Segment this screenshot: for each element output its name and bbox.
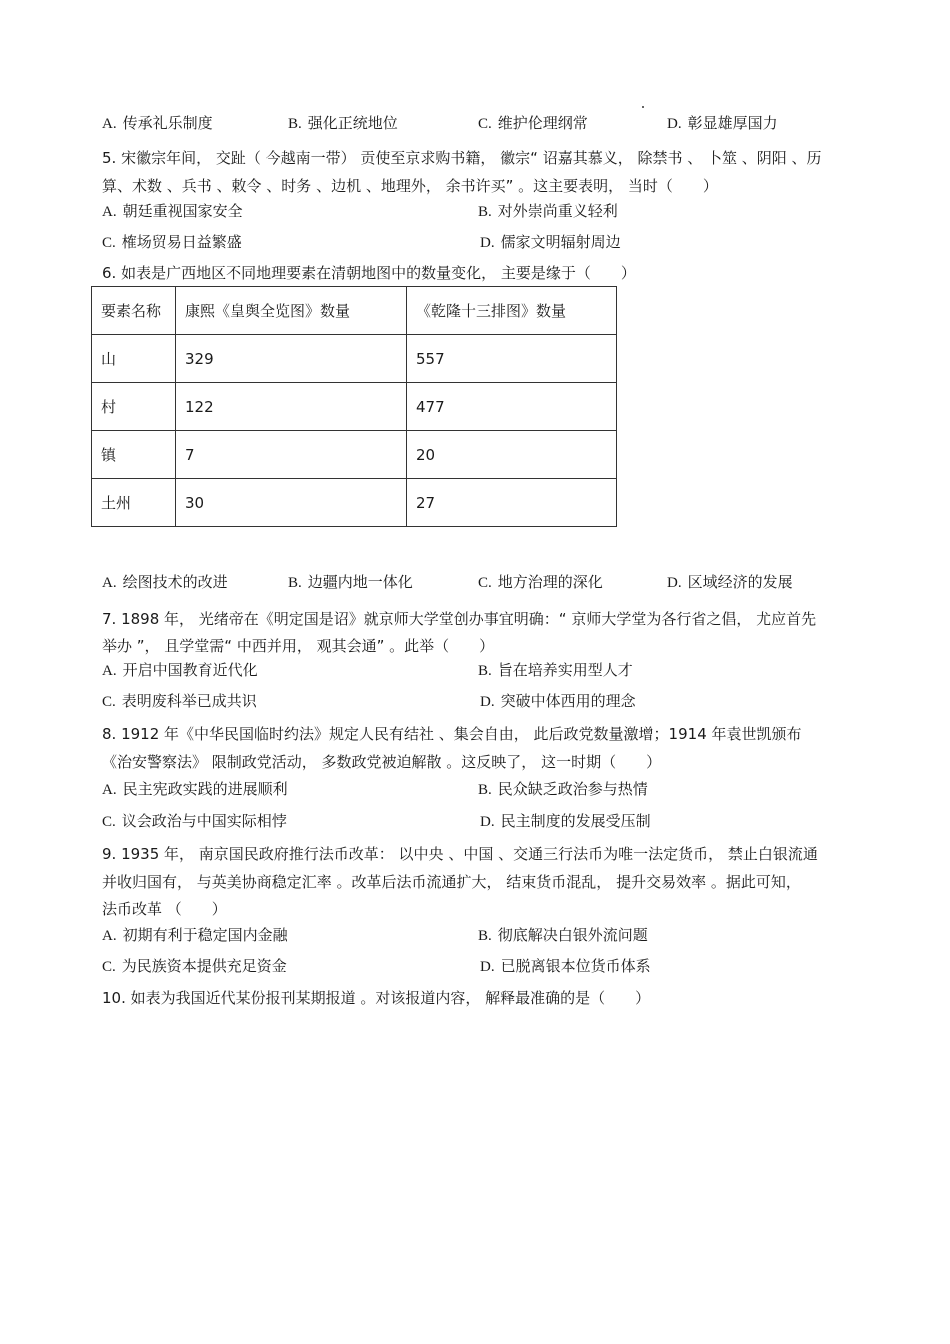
q8-option-a[interactable]: A. 民主宪政实践的进展顺利 <box>102 780 288 798</box>
q4-option-a[interactable]: A. 传承礼乐制度 <box>102 114 213 132</box>
table-cell: 土州 <box>92 479 176 527</box>
table-header-cell: 要素名称 <box>92 287 176 335</box>
q7-option-c[interactable]: C. 表明废科举已成共识 <box>102 692 257 710</box>
q9-stem-line2: 并收归国有， 与英美协商稳定汇率 。改革后法币流通扩大， 结束货币混乱， 提升交易效率 。据此可知， <box>102 873 801 891</box>
q6-stem: 6. 如表是广西地区不同地理要素在清朝地图中的数量变化， 主要是缘于（ ） <box>102 264 636 282</box>
table-header-row <box>92 287 617 335</box>
q7-stem-line2: 举办 ”， 且学堂需“ 中西并用， 观其会通” 。此举（ ） <box>102 637 495 655</box>
q7-stem-line1: 7. 1898 年， 光绪帝在《明定国是诏》就京师大学堂创办事宜明确：“ 京师大学堂为各行省之倡， 尤应首先 <box>102 610 817 628</box>
q4-option-b[interactable]: B. 强化正统地位 <box>288 114 398 132</box>
q5-option-a[interactable]: A. 朝廷重视国家安全 <box>102 202 243 220</box>
table-header-cell: 康熙《皇舆全览图》数量 <box>176 287 407 335</box>
q9-option-a[interactable]: A. 初期有利于稳定国内金融 <box>102 926 288 944</box>
table-cell: 村 <box>92 383 176 431</box>
table-cell: 30 <box>176 479 407 527</box>
q8-stem-line1: 8. 1912 年《中华民国临时约法》规定人民有结社 、集会自由， 此后政党数量激增；1914 年袁世凯颁布 <box>102 725 802 743</box>
q8-option-c[interactable]: C. 议会政治与中国实际相悖 <box>102 812 287 830</box>
table-row <box>92 431 617 479</box>
q6-option-b[interactable]: B. 边疆内地一体化 <box>288 573 413 591</box>
q9-option-c[interactable]: C. 为民族资本提供充足资金 <box>102 957 287 975</box>
q5-option-c[interactable]: C. 榷场贸易日益繁盛 <box>102 233 242 251</box>
table-cell: 329 <box>176 335 407 383</box>
table-cell: 122 <box>176 383 407 431</box>
q4-option-c[interactable]: C. 维护伦理纲常 <box>478 114 588 132</box>
q4-option-d[interactable]: D. 彰显雄厚国力 <box>667 114 778 132</box>
q6-data-table <box>91 286 617 527</box>
q9-stem-line1: 9. 1935 年， 南京国民政府推行法币改革： 以中央 、中国 、交通三行法币为唯一法定货币， 禁止白银流通 <box>102 845 818 863</box>
table-cell: 557 <box>407 335 617 383</box>
q7-option-a[interactable]: A. 开启中国教育近代化 <box>102 661 258 679</box>
q7-option-d[interactable]: D. 突破中体西用的理念 <box>480 692 636 710</box>
q5-option-b[interactable]: B. 对外崇尚重义轻利 <box>478 202 618 220</box>
table-cell: 20 <box>407 431 617 479</box>
q7-option-b[interactable]: B. 旨在培养实用型人才 <box>478 661 633 679</box>
q9-option-b[interactable]: B. 彻底解决白银外流问题 <box>478 926 648 944</box>
table-row <box>92 335 617 383</box>
q8-option-b[interactable]: B. 民众缺乏政治参与热情 <box>478 780 648 798</box>
table-header-cell: 《乾隆十三排图》数量 <box>407 287 617 335</box>
table-cell: 477 <box>407 383 617 431</box>
table-row <box>92 479 617 527</box>
q6-option-c[interactable]: C. 地方治理的深化 <box>478 573 603 591</box>
q9-option-d[interactable]: D. 已脱离银本位货币体系 <box>480 957 651 975</box>
q5-option-d[interactable]: D. 儒家文明辐射周边 <box>480 233 621 251</box>
q6-option-d[interactable]: D. 区域经济的发展 <box>667 573 793 591</box>
q6-option-a[interactable]: A. 绘图技术的改进 <box>102 573 228 591</box>
q9-stem-line3: 法币改革 （ ） <box>102 900 227 918</box>
q10-stem: 10. 如表为我国近代某份报刊某期报道 。对该报道内容， 解释最准确的是（ ） <box>102 989 651 1007</box>
table-cell: 山 <box>92 335 176 383</box>
table-cell: 27 <box>407 479 617 527</box>
q5-stem-line2: 算、术数 、兵书 、敕令 、时务 、边机 、地理外， 余书许买” 。这主要表明， 当时（ ） <box>102 177 718 195</box>
stray-mark <box>642 106 644 108</box>
table-cell: 镇 <box>92 431 176 479</box>
q5-stem-line1: 5. 宋徽宗年间， 交趾（ 今越南一带） 贡使至京求购书籍， 徽宗“ 诏嘉其慕义， 除禁书 、 卜筮 、阴阳 、历 <box>102 149 822 167</box>
table-row <box>92 383 617 431</box>
q8-stem-line2: 《治安警察法》 限制政党活动， 多数政党被迫解散 。这反映了， 这一时期（ ） <box>102 753 662 771</box>
q8-option-d[interactable]: D. 民主制度的发展受压制 <box>480 812 651 830</box>
table-cell: 7 <box>176 431 407 479</box>
